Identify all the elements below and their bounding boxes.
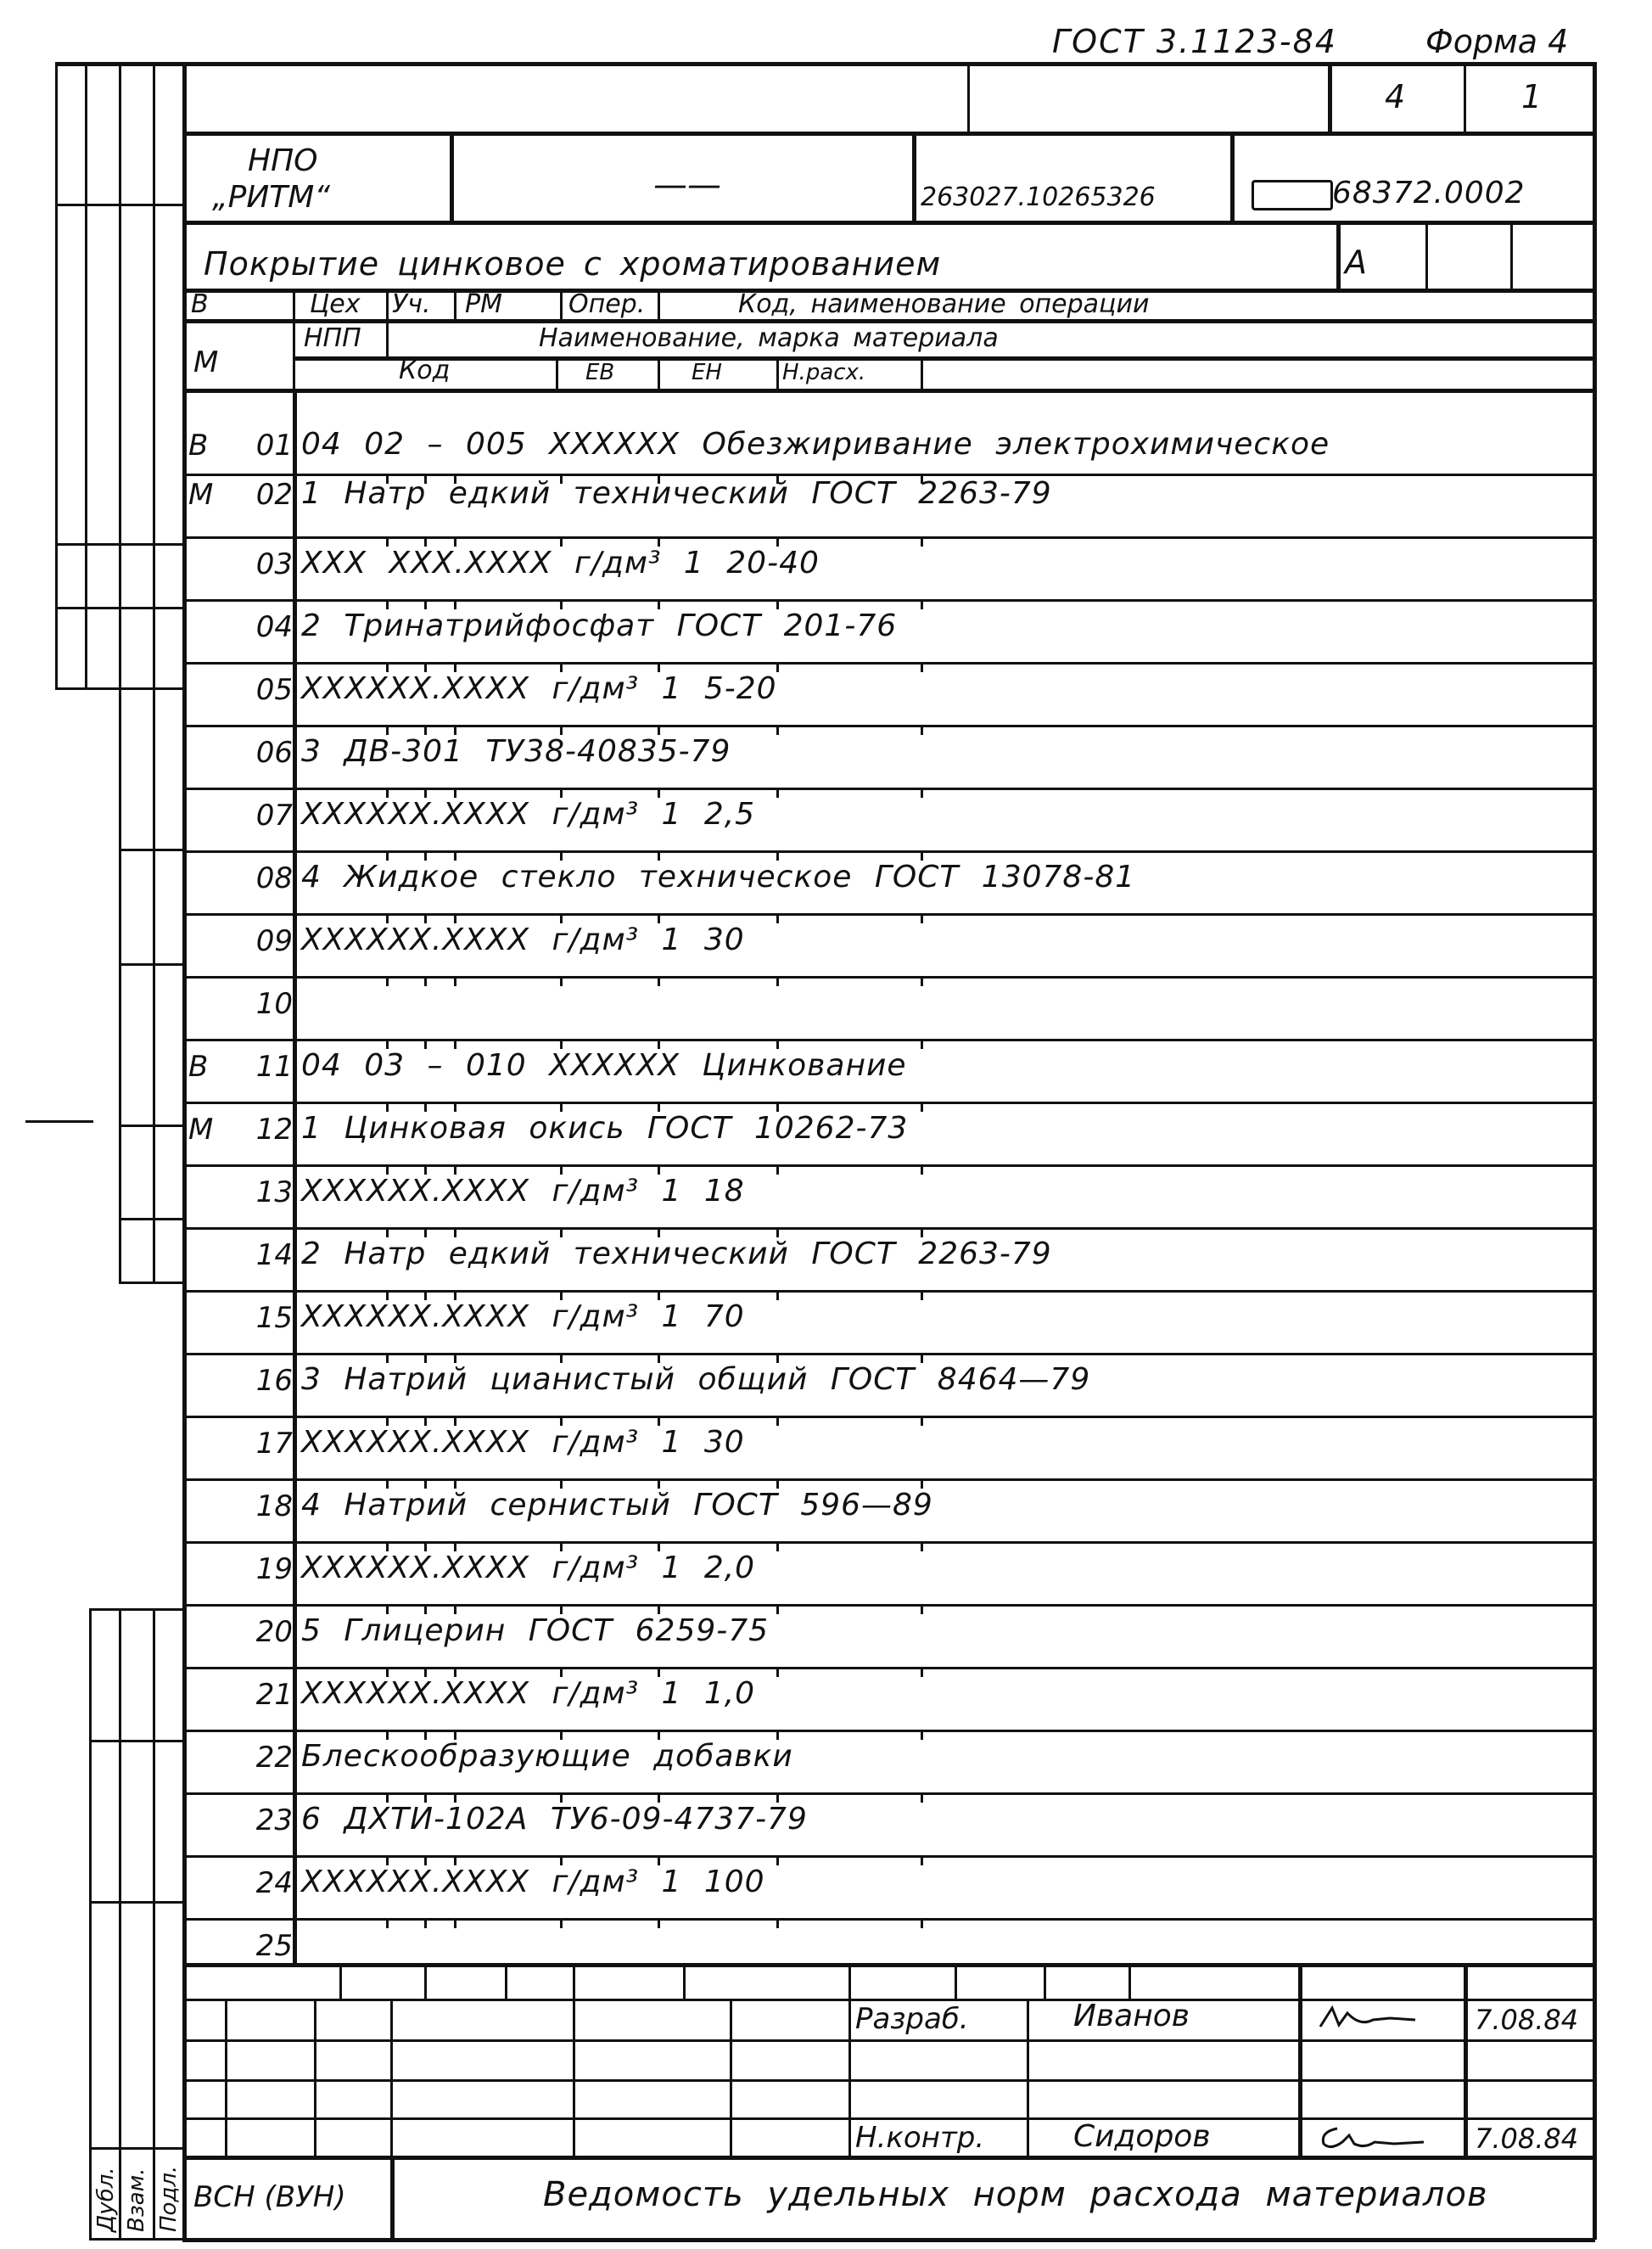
row-line — [182, 788, 1595, 790]
row-number: 01 — [255, 429, 293, 463]
row-text: 04 03 – 010 ХХХХХХ Цинкование — [301, 1048, 907, 1083]
row-tick — [386, 1918, 389, 1928]
row-text: ХХХХХХ.ХХХХ г/дм³ 1 1,0 — [301, 1676, 756, 1711]
part-number: 68372.0002 — [1332, 176, 1526, 210]
row-number: 19 — [255, 1552, 293, 1586]
developed-label: Разраб. — [855, 2002, 969, 2036]
row-tick — [921, 1290, 923, 1300]
row-text: 3 ДВ-301 ТУ38-40835-79 — [301, 734, 731, 769]
header-section: Уч. — [392, 289, 431, 319]
row-text: 4 Натрий сернистый ГОСТ 596—89 — [301, 1488, 933, 1523]
signature-control — [1313, 2120, 1441, 2154]
row-text: 1 Натр едкий технический ГОСТ 2263-79 — [301, 476, 1052, 511]
row-tick — [776, 788, 779, 798]
row-tick — [921, 1604, 923, 1614]
row-number: 20 — [255, 1615, 293, 1649]
label-vzam: Взам. — [124, 2168, 149, 2232]
part-frame — [1252, 180, 1333, 210]
row-number: 15 — [255, 1301, 293, 1335]
row-tick — [921, 1541, 923, 1551]
row-tick — [658, 1918, 660, 1928]
header-npp: НПП — [304, 323, 361, 353]
row-tick — [776, 1541, 779, 1551]
developed-name: Иванов — [1073, 1999, 1190, 2033]
dash: —— — [653, 165, 721, 205]
row-line — [182, 1290, 1595, 1293]
row-tick — [921, 1730, 923, 1740]
header-en: ЕН — [692, 360, 722, 385]
row-number: 07 — [255, 799, 293, 833]
row-tick — [776, 1416, 779, 1426]
row-number: 13 — [255, 1175, 293, 1209]
row-text: 2 Натр едкий технический ГОСТ 2263-79 — [301, 1237, 1052, 1271]
row-line — [182, 1730, 1595, 1732]
row-tick — [921, 788, 923, 798]
process-name: Покрытие цинковое с хроматированием — [204, 245, 942, 283]
row-line — [182, 1918, 1595, 1921]
label-dubl: Дубл. — [93, 2167, 119, 2232]
row-tick — [921, 536, 923, 547]
row-text: ХХХХХХ.ХХХХ г/дм³ 1 18 — [301, 1174, 745, 1209]
row-number: 08 — [255, 861, 293, 895]
row-line — [182, 536, 1595, 539]
header-norm: Н.расх. — [782, 360, 866, 385]
row-text: 3 Натрий цианистый общий ГОСТ 8464—79 — [301, 1362, 1091, 1397]
control-date: 7.08.84 — [1475, 2123, 1579, 2155]
row-line — [182, 599, 1595, 602]
row-line — [182, 1164, 1595, 1167]
row-text: ХХХХХХ.ХХХХ г/дм³ 1 30 — [301, 923, 745, 957]
row-line — [182, 1541, 1595, 1544]
header-b-marker: В — [191, 289, 209, 319]
row-line — [182, 1792, 1595, 1795]
row-number: 23 — [255, 1803, 293, 1837]
row-number: 03 — [255, 547, 293, 581]
row-tick — [921, 1792, 923, 1803]
row-tick — [560, 1918, 563, 1928]
row-number: 11 — [255, 1050, 293, 1084]
row-tick — [776, 1855, 779, 1865]
row-tick — [921, 725, 923, 735]
organization-line2: „РИТМ“ — [212, 180, 330, 215]
row-text: 2 Тринатрийфосфат ГОСТ 201-76 — [301, 609, 898, 643]
row-number: 24 — [255, 1866, 293, 1900]
control-name: Сидоров — [1073, 2119, 1211, 2154]
header-code: Код — [399, 356, 451, 385]
row-prefix: М — [188, 1113, 214, 1147]
row-text: ХХХХХХ.ХХХХ г/дм³ 1 30 — [301, 1425, 745, 1460]
row-tick — [921, 913, 923, 923]
row-text: ХХХХХХ.ХХХХ г/дм³ 1 70 — [301, 1299, 745, 1334]
row-number: 09 — [255, 924, 293, 958]
row-line — [182, 1604, 1595, 1607]
row-tick — [921, 1164, 923, 1175]
row-text: 6 ДХТИ-102А ТУ6-09-4737-79 — [301, 1802, 808, 1837]
row-number: 25 — [255, 1929, 293, 1963]
header-ev: ЕВ — [585, 360, 615, 385]
row-tick — [386, 976, 389, 986]
row-number: 04 — [255, 610, 293, 644]
control-label: Н.контр. — [855, 2121, 985, 2155]
row-tick — [921, 1918, 923, 1928]
row-tick — [921, 1039, 923, 1049]
row-prefix: В — [188, 1050, 209, 1084]
row-number: 21 — [255, 1678, 293, 1712]
header-workplace: РМ — [465, 289, 502, 319]
row-number: 02 — [255, 478, 293, 512]
row-line — [182, 1039, 1595, 1041]
signature-developer — [1313, 2001, 1441, 2035]
row-number: 16 — [255, 1364, 293, 1398]
row-tick — [921, 1416, 923, 1426]
row-tick — [776, 1290, 779, 1300]
row-text: ХХХ ХХХ.ХХХХ г/дм³ 1 20-40 — [301, 546, 820, 580]
label-podl: Подл. — [156, 2165, 182, 2232]
row-number: 10 — [255, 987, 293, 1021]
row-text: ХХХХХХ.ХХХХ г/дм³ 1 100 — [301, 1865, 765, 1899]
row-line — [182, 850, 1595, 853]
organization-line1: НПО — [248, 143, 318, 178]
row-tick — [921, 662, 923, 672]
row-line — [182, 1478, 1595, 1481]
row-tick — [776, 725, 779, 735]
letter: А — [1345, 244, 1367, 281]
row-tick — [424, 1918, 427, 1928]
footer-title: Ведомость удельных норм расхода материалов — [543, 2175, 1488, 2214]
row-line — [182, 1416, 1595, 1418]
row-tick — [921, 1855, 923, 1865]
row-text: 04 02 – 005 ХХХХХХ Обезжиривание электрохимическое — [301, 427, 1330, 462]
row-text: ХХХХХХ.ХХХХ г/дм³ 1 2,0 — [301, 1551, 756, 1585]
row-line — [182, 1227, 1595, 1230]
row-prefix: В — [188, 429, 209, 463]
row-tick — [921, 599, 923, 609]
sheets-total: 4 — [1385, 78, 1406, 115]
row-number: 17 — [255, 1427, 293, 1461]
row-text: 1 Цинковая окись ГОСТ 10262-73 — [301, 1111, 909, 1146]
row-line — [182, 1667, 1595, 1669]
row-tick — [776, 1604, 779, 1614]
footer-code: ВСН (ВУН) — [193, 2180, 346, 2214]
row-tick — [921, 976, 923, 986]
row-text: Блескообразующие добавки — [301, 1739, 793, 1774]
row-tick — [776, 1918, 779, 1928]
row-number: 12 — [255, 1113, 293, 1147]
row-tick — [560, 976, 563, 986]
row-line — [182, 662, 1595, 665]
row-number: 22 — [255, 1741, 293, 1775]
header-operation: Опер. — [568, 289, 646, 319]
sheet-number: 1 — [1521, 78, 1543, 115]
row-text: ХХХХХХ.ХХХХ г/дм³ 1 5-20 — [301, 671, 777, 706]
row-text: ХХХХХХ.ХХХХ г/дм³ 1 2,5 — [301, 797, 756, 832]
row-tick — [776, 913, 779, 923]
header-material-name: Наименование, марка материала — [539, 323, 999, 353]
row-number: 14 — [255, 1238, 293, 1272]
header-operation-name: Код, наименование операции — [738, 289, 1150, 319]
header-shop: Цех — [310, 289, 361, 319]
form-standard: ГОСТ 3.1123-84 — [1052, 23, 1337, 60]
row-tick — [776, 976, 779, 986]
form-label: Форма 4 — [1425, 23, 1569, 60]
row-tick — [776, 1667, 779, 1677]
row-text: 5 Глицерин ГОСТ 6259-75 — [301, 1613, 770, 1648]
row-tick — [776, 1164, 779, 1175]
row-line — [182, 976, 1595, 979]
row-tick — [454, 1918, 456, 1928]
row-tick — [454, 976, 456, 986]
row-tick — [424, 976, 427, 986]
row-prefix: М — [188, 478, 214, 512]
row-number: 18 — [255, 1489, 293, 1523]
developed-date: 7.08.84 — [1475, 2004, 1579, 2036]
row-number: 05 — [255, 673, 293, 707]
row-line — [182, 1855, 1595, 1858]
row-line — [182, 913, 1595, 916]
row-tick — [658, 976, 660, 986]
row-tick — [921, 1667, 923, 1677]
header-m-marker: М — [193, 345, 219, 379]
row-line — [182, 1353, 1595, 1355]
row-text: 4 Жидкое стекло техническое ГОСТ 13078-81 — [301, 860, 1136, 895]
row-tick — [921, 1102, 923, 1112]
row-line — [182, 1102, 1595, 1104]
row-number: 06 — [255, 736, 293, 770]
row-line — [182, 725, 1595, 727]
document-code: 263027.10265326 — [921, 182, 1156, 212]
